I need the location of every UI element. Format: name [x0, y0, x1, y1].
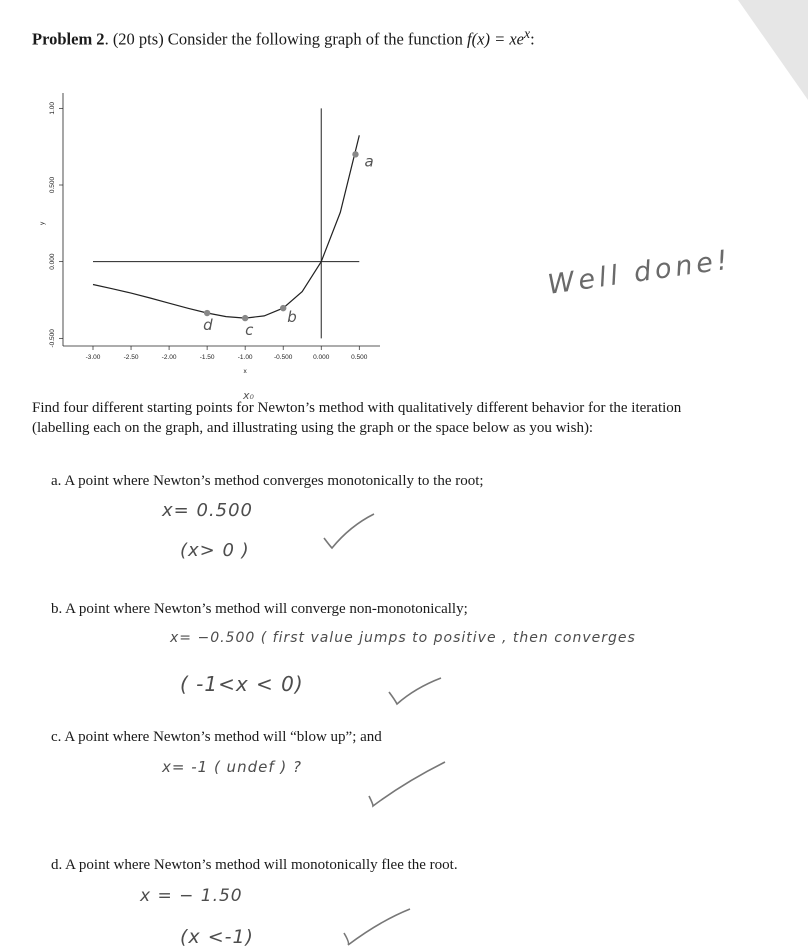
part-d-note: (x <-1)	[180, 926, 254, 948]
x0-annotation: x₀	[243, 389, 254, 402]
part-d-answer: x = − 1.50	[140, 886, 243, 906]
x-tick-label: -1.50	[199, 354, 215, 361]
problem-label: Problem 2	[32, 29, 105, 49]
x-tick-label: 0.000	[313, 354, 330, 361]
heading-colon: :	[530, 29, 535, 49]
check-mark-c	[365, 758, 449, 810]
point-label-a: a	[364, 152, 374, 171]
point-label-d: d	[203, 316, 213, 335]
page-corner-shadow	[738, 0, 808, 100]
check-mark-a	[320, 510, 380, 554]
x-tick-label: -2.50	[123, 354, 139, 361]
plot-frame	[63, 93, 380, 346]
part-b-answer: x= −0.500 ( first value jumps to positive , then converges	[170, 630, 636, 646]
marked-point-b	[280, 305, 286, 311]
y-tick-label: -0.500	[49, 329, 56, 348]
check-mark-d	[340, 905, 414, 947]
check-mark-b	[385, 674, 445, 708]
part-a-question: a. A point where Newton’s method converges monotonically to the root;	[51, 473, 484, 489]
point-label-b: b	[287, 308, 297, 327]
function-plot	[40, 88, 390, 378]
function-exponent: x	[523, 26, 531, 41]
well-done-comment: Well done!	[545, 244, 734, 301]
y-tick-label: 0.500	[49, 176, 56, 194]
part-a-answer: x= 0.500	[162, 500, 253, 521]
x-tick-label: -0.500	[273, 354, 293, 361]
y-axis-label: y	[39, 221, 46, 225]
y-tick-label: 0.000	[49, 253, 56, 270]
problem-heading: Problem 2. (20 pts) Consider the following graph of the function $f(x) = xe^x$:	[32, 26, 535, 49]
part-c-question: c. A point where Newton’s method will “blow up”; and	[51, 729, 382, 745]
part-a-note: (x> 0 )	[180, 540, 250, 561]
x-tick-label: -1.00	[237, 354, 253, 361]
function-expression: f(x) = xe	[467, 29, 524, 49]
x-tick-label: -2.00	[161, 354, 177, 361]
x-tick-label: 0.500	[351, 354, 368, 361]
x-tick-label: -3.00	[85, 354, 101, 361]
marked-point-a	[352, 151, 358, 157]
function-curve	[93, 135, 359, 318]
instructions: Find four different starting points for Newton’s method with qualitatively different behavior for the iteration (labelling each on the graph, and illustrating using the graph or the space below as you wish):	[32, 400, 682, 436]
plot-lines	[93, 108, 359, 338]
x-axis-label: x	[243, 368, 247, 375]
problem-points: (20 pts) Consider the following graph of the function	[112, 29, 463, 49]
y-tick-label: 1.00	[49, 102, 56, 115]
part-d-question: d. A point where Newton’s method will monotonically flee the root.	[51, 857, 458, 873]
part-b-question: b. A point where Newton’s method will converge non-monotonically;	[51, 601, 468, 617]
point-label-c: c	[245, 321, 254, 340]
part-b-note: ( -1<x < 0)	[180, 672, 304, 696]
part-c-answer: x= -1 ( undef ) ?	[162, 758, 302, 776]
